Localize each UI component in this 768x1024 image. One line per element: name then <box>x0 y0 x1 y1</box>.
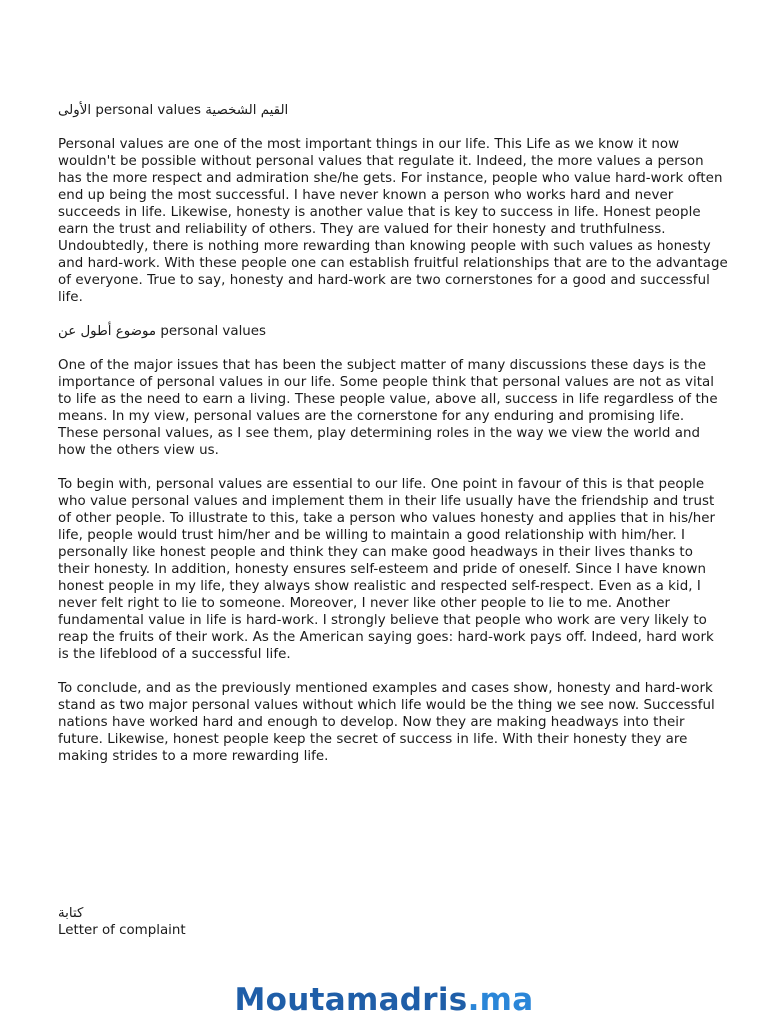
paragraph-3: To begin with, personal values are essential to our life. One point in favour of this is that people who value personal values and implement them in their life usually have the friendship and trust of other people. To illustrate to this, take a person who values honesty and applies that in his/her life, people would trust him/her and be willing to maintain a good relationship with him/her. I personally like honest people and think they can make good headways in their lives thanks to their honesty. In addition, honesty ensures self-esteem and pride of oneself. Since I have known honest people in my life, they always show realistic and respected self-respect. Even as a kid, I never felt right to lie to someone. Moreover, I never like other people to lie to me. Another fundamental value in life is hard-work. I strongly believe that people who work are very likely to reap the fruits of their work. As the American saying goes: hard-work pays off. Indeed, hard work is the lifeblood of a successful life. <box>58 477 716 662</box>
paragraph-1: Personal values are one of the most important things in our life. This Life as we know it now wouldn't be possible without personal values that regulate it. Indeed, the more values a person has the more respect and admiration she/he gets. For instance, people who value hard-work often end up being the most successful. I have never known a person who works hard and never succeeds in life. Likewise, honesty is another value that is key to success in life. Honest people earn the trust and reliability of others. They are valued for their honesty and truthfulness. Undoubtedly, there is nothing more rewarding than knowing people with such values as honesty and hard-work. With these people one can establish fruitful relationships that are to the advantage of everyone. True to say, honesty and hard-work are two cornerstones for a good and successful life. <box>58 137 728 305</box>
arabic-label: كتابة <box>58 906 84 921</box>
logo-tld: ma <box>479 982 534 1018</box>
document-body <box>58 102 728 765</box>
letter-type-label: Letter of complaint <box>58 923 186 938</box>
footer-labels <box>58 905 186 939</box>
section-heading-1: الأولى personal values القيم الشخصية <box>58 103 289 118</box>
logo-dot: . <box>467 982 480 1018</box>
site-logo <box>0 982 768 1018</box>
paragraph-4: To conclude, and as the previously mentioned examples and cases show, honesty and hard-work stand as two major personal values without which life would be the thing we see now. Successful nations have worked hard and enough to develop. Now they are making headways into their future. Likewise, honest people keep the secret of success in life. With their honesty they are making strides to a more rewarding life. <box>58 681 715 764</box>
paragraph-2: One of the major issues that has been the subject matter of many discussions these days is the importance of personal values in our life. Some people think that personal values are not as vital to life as the need to earn a living. These people value, above all, success in life regardless of the means. In my view, personal values are the cornerstone for any enduring and promising life. These personal values, as I see them, play determining roles in the way we view the world and how the others view us. <box>58 358 718 458</box>
section-heading-2: موضوع أطول عن personal values <box>58 324 266 339</box>
logo-main-text: Moutamadris <box>234 982 468 1018</box>
